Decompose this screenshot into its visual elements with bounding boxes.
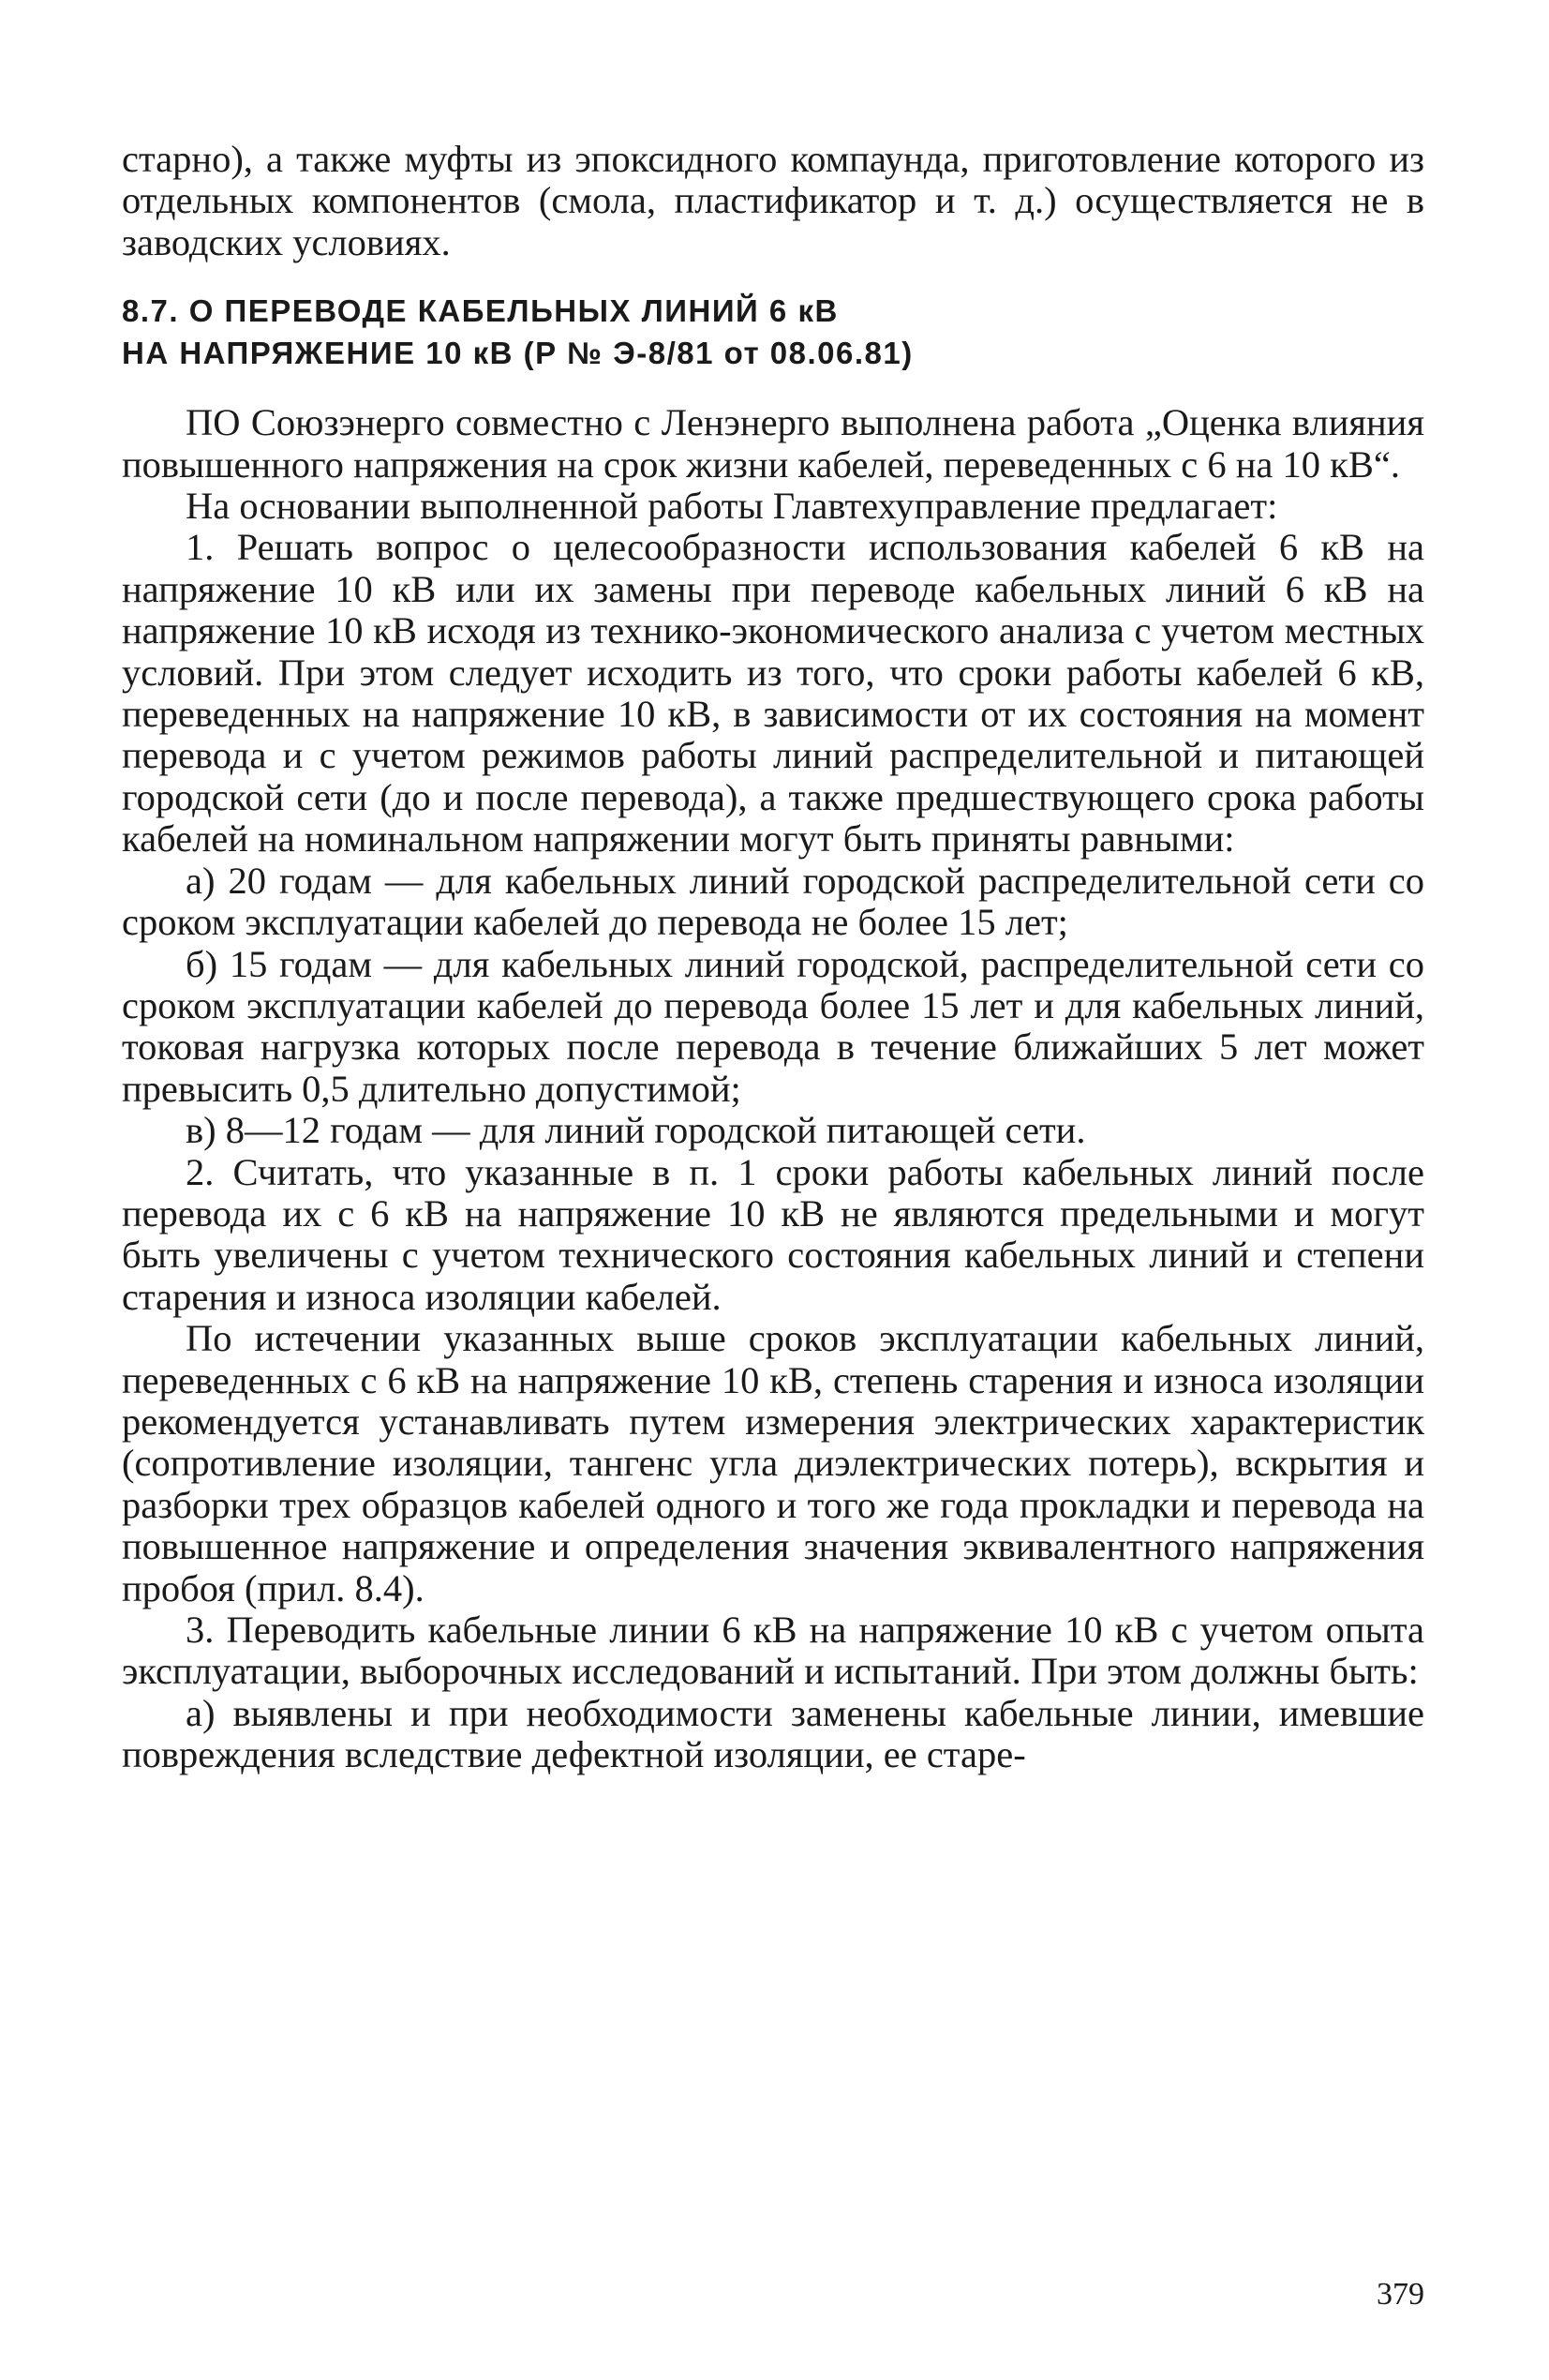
paragraph-item-3a: а) выявлены и при необходимости заменены кабельные линии, имевшие повреждения вследствие дефектной изоляции, ее старе- xyxy=(122,1691,1424,1776)
intro-paragraph: старно), а также муфты из эпоксидного компаунда, приготовление которого из отдельных компонентов (смола, пластификатор и т. д.) осуществляется не в заводских условиях. xyxy=(122,138,1424,263)
section-heading-line-1: 8.7. О ПЕРЕВОДЕ КАБЕЛЬНЫХ ЛИНИЙ 6 кВ xyxy=(122,293,839,329)
section-heading-line-2: НА НАПРЯЖЕНИЕ 10 кВ (Р № Э-8/81 от 08.06.81) xyxy=(122,336,914,371)
paragraph-item-2: 2. Считать, что указанные в п. 1 сроки работы кабельных линий после перевода их с 6 кВ на напряжение 10 кВ не являются предельными и могут быть увеличены с учетом технического состояния кабельных линий и степени старения и износа изоляции кабелей. xyxy=(122,1150,1424,1318)
paragraph-item-3: 3. Переводить кабельные линии 6 кВ на напряжение 10 кВ с учетом опыта эксплуатации, выборочных исследований и испытаний. При этом должны быть: xyxy=(122,1609,1424,1693)
page-number: 379 xyxy=(1377,2277,1424,2312)
paragraph-item-1b: б) 15 годам — для кабельных линий городской, распределительной сети со сроком эксплуатации кабелей до перевода более 15 лет и для кабельных линий, токовая нагрузка которых после перевода в течение ближайших 5 лет может превысить 0,5 длительно допустимой; xyxy=(122,942,1424,1110)
paragraph-after-terms: По истечении указанных выше сроков эксплуатации кабельных линий, переведенных с 6 кВ на напряжение 10 кВ, степень старения и износа изоляции рекомендуется устанавливать путем измерения электрических характеристик (сопротивление изоляции, тангенс угла диэлектрических потерь), вскрытия и разборки трех образцов кабелей одного и того же года прокладки и перевода на повышенное напряжение и определения значения эквивалентного напряжения пробоя (прил. 8.4). xyxy=(122,1317,1424,1609)
paragraph-proposal: На основании выполненной работы Главтехуправление предлагает: xyxy=(186,485,1278,528)
paragraph-item-1: 1. Решать вопрос о целесообразности использования кабелей 6 кВ на напряжение 10 кВ или их замены при переводе кабельных линий 6 кВ на напряжение 10 кВ исходя из технико-экономического анализа с учетом местных условий. При этом следует исходить из того, что сроки работы кабелей 6 кВ, переведенных на напряжение 10 кВ, в зависимости от их состояния на момент перевода и с учетом режимов работы линий распределительной и питающей городской сети (до и после перевода), а также предшествующего срока работы кабелей на номинальном напряжении могут быть приняты равными: xyxy=(122,526,1424,861)
section-heading xyxy=(122,290,1424,374)
paragraph-item-1a: а) 20 годам — для кабельных линий городской распределительной сети со сроком эксплуатации кабелей до перевода не более 15 лет; xyxy=(122,859,1424,944)
paragraph-intro-work: ПО Союзэнерго совместно с Ленэнерго выполнена работа „Оценка влияния повышенного напряжения на срок жизни кабелей, переведенных с 6 на 10 кВ“. xyxy=(122,401,1424,486)
document-page xyxy=(122,139,1424,1776)
paragraph-item-1c: в) 8—12 годам — для линий городской питающей сети. xyxy=(186,1109,1086,1152)
